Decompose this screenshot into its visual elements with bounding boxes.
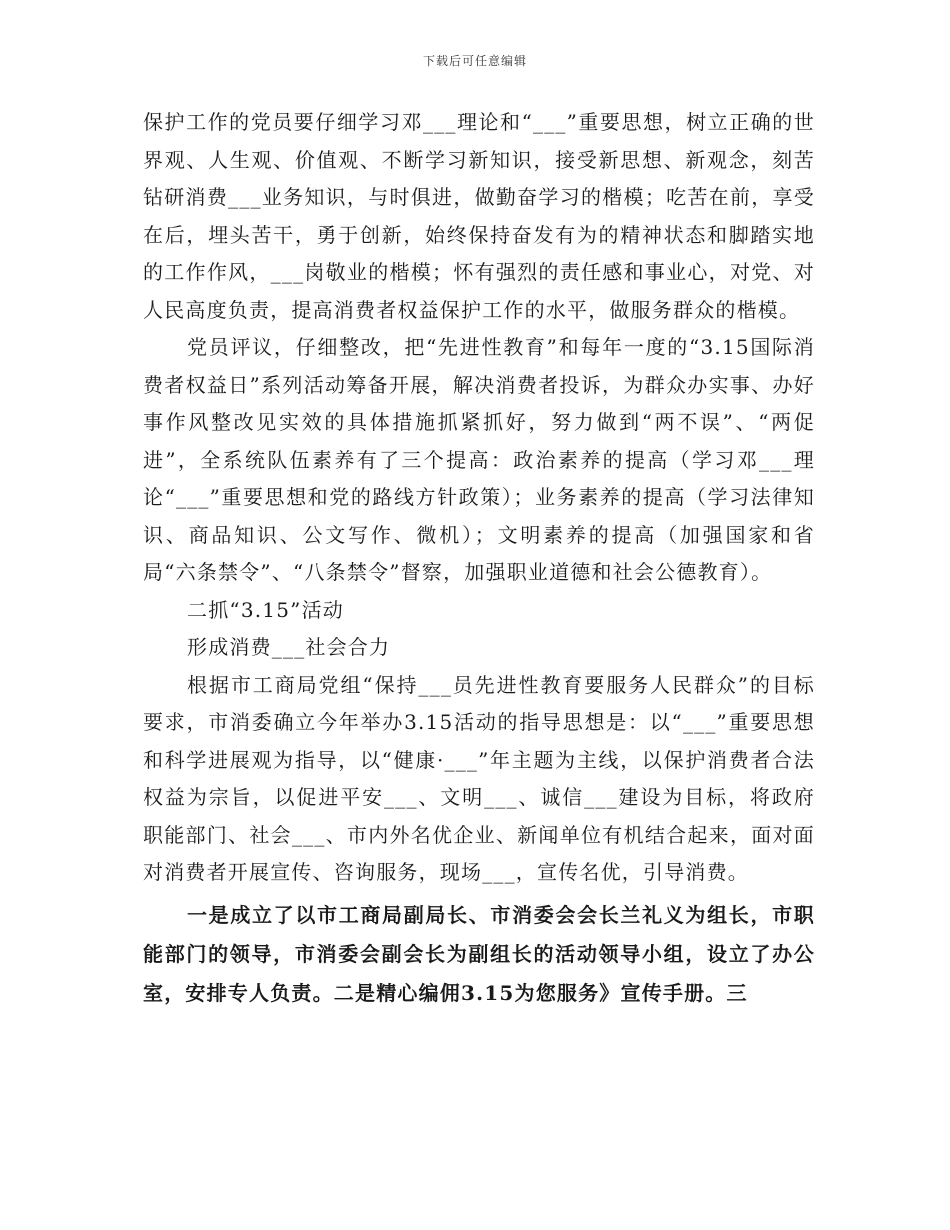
paragraph-party-member-models: 保护工作的党员要仔细学习邓___理论和“___”重要思想，树立正确的世界观、人生观、价值观、不断学习新知识，接受新思想、新观念，刻苦钻研消费___业务知识，与时俱进，做勤奋学习的楷模；吃苦在前，享受在后，埋头苦干，勇于创新，始终保持奋发有为的精神状态和脚踏实地的工作作风，___岗敬业的楷模；怀有强烈的责任感和事业心，对党、对人民高度负责，提高消费者权益保护工作的水平，做服务群众的楷模。 <box>143 110 815 322</box>
section-heading-315-activity: 二抓“3.15”活动 <box>187 597 344 622</box>
paragraph-leadership-group: 一是成立了以市工商局副局长、市消委会会长兰礼义为组长，市职能部门的领导，市消委会副会长为副组长的活动领导小组，设立了办公室，安排专人负责。二是精心编佣3.15为您服务》宣传手册。三 <box>143 902 815 1005</box>
document-body <box>143 104 815 1013</box>
subheading-consumer-synergy: 形成消费___社会合力 <box>187 635 391 659</box>
page-header-note: 下载后可任意编辑 <box>422 54 527 68</box>
paragraph-guiding-ideology: 根据市工商局党组“保持___员先进性教育要服务人民群众”的目标要求，市消委确立今年举办3.15活动的指导思想是：以“___”重要思想和科学进展观为指导，以“健康·___”年主题为主线，以保护消费者合法权益为宗旨，以促进平安___、文明___、诚信___建设为目标，将政府职能部门、社会___、市内外名优企业、新闻单位有机结合起来，面对面对消费者开展宣传、咨询服务，现场___，宣传名优，引导消费。 <box>143 672 815 884</box>
paragraph-rectification: 党员评议，仔细整改，把“先进性教育”和每年一度的“3.15国际消费者权益日”系列活动筹备开展，解决消费者投诉，为群众办实事、办好事作风整改见实效的具体措施抓紧抓好，努力做到“两不误”、“两促进”，全系统队伍素养有了三个提高：政治素养的提高（学习邓___理论“___”重要思想和党的路线方针政策）；业务素养的提高（学习法律知识、商品知识、公文写作、微机）；文明素养的提高（加强国家和省局“六条禁令”、“八条禁令”督察，加强职业道德和社会公德教育）。 <box>143 335 815 584</box>
